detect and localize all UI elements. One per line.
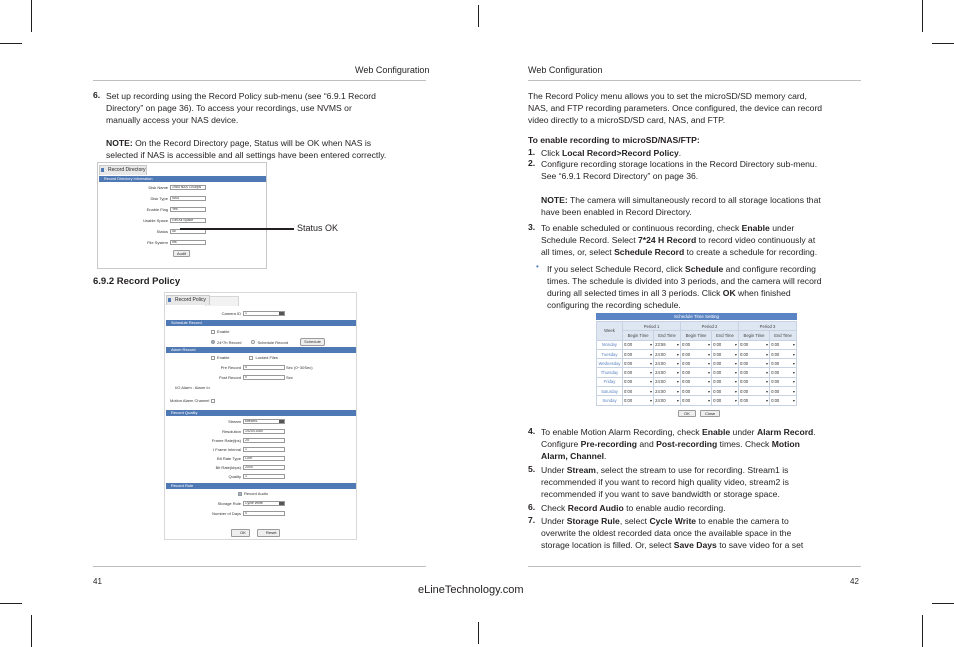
post-record-row: Post Record 0 Sec <box>218 375 293 380</box>
step-text: Under Stream, select the stream to use for recording. Stream1 is recommended if you want to record high quality video, stream2 is recommended if you want to save bandwidth or storage space. <box>541 465 789 499</box>
footer-rule <box>93 566 426 567</box>
record-mode-row: 24*7h Record Schedule Record Schedule <box>211 338 325 346</box>
schedule-button[interactable]: Schedule <box>300 338 325 346</box>
status-field: ok <box>170 229 206 234</box>
schedule-row <box>597 340 797 349</box>
quality-row: Bit Rate Type CBR <box>165 456 285 461</box>
time-select[interactable]: 0:00 ▾ <box>738 387 769 396</box>
reset-button[interactable]: Reset <box>257 529 280 537</box>
time-select[interactable]: 0:00 ▾ <box>680 359 711 368</box>
record-directory-screenshot <box>97 162 267 269</box>
time-select[interactable]: 24:00 ▾ <box>654 396 681 405</box>
section-heading: 6.9.2 Record Policy <box>93 276 181 287</box>
begin-header: Begin Time <box>680 331 711 340</box>
header-rule <box>93 80 426 81</box>
enable-checkbox[interactable] <box>211 330 215 334</box>
day-label: Saturday <box>597 387 623 396</box>
time-select[interactable]: 0:00 ▾ <box>680 368 711 377</box>
page-header: Web Configuration <box>528 65 603 75</box>
step-number: 6. <box>93 90 101 100</box>
camera-row: Camera ID 1 <box>165 311 357 316</box>
disk-name-field[interactable]: 1984 NAS 10Gbps <box>170 185 206 190</box>
record-rule-header: Record Rule <box>166 483 356 489</box>
time-select[interactable]: 24:00 ▾ <box>654 387 681 396</box>
quality-row: Quality 1 <box>165 474 285 479</box>
schedule-ok-button[interactable]: OK <box>678 410 696 417</box>
week-header: Week <box>597 322 623 341</box>
locked-files-checkbox[interactable] <box>249 356 253 360</box>
step-number: 5. <box>528 464 536 474</box>
time-select[interactable]: 0:00 ▾ <box>738 340 769 349</box>
radio-schedule[interactable] <box>251 340 255 344</box>
frame-rate-field: 25 <box>243 438 285 443</box>
time-select[interactable]: 0:00 ▾ <box>712 377 739 386</box>
end-header: End Time <box>654 331 681 340</box>
tab-record-policy[interactable]: Record Policy <box>166 295 210 305</box>
bullet-text: If you select Schedule Record, click Schedule and configure recording times. The schedule is divided into 3 periods, and the camera will record during all selected times in all 3 periods. Click OK when finished configuring the recording schedule. <box>547 264 822 310</box>
disk-type-field[interactable]: NAS <box>170 196 206 201</box>
time-select[interactable]: 0:00 ▾ <box>712 349 739 358</box>
page-number: 42 <box>850 577 859 586</box>
record-quality-header: Record Quality <box>166 410 356 416</box>
step-number: 6. <box>528 502 536 512</box>
step-text: Set up recording using the Record Policy sub-menu (see “6.9.1 Record Directory” on page 36). To access your recordings, use NVMS or manually access your NAS device. <box>106 91 376 125</box>
day-label: Tuesday <box>597 349 623 358</box>
schedule-row <box>597 368 797 377</box>
day-label: Wednesday <box>597 359 623 368</box>
time-select[interactable]: 0:00 ▾ <box>623 340 654 349</box>
time-select[interactable]: 0:00 ▾ <box>770 359 797 368</box>
period-header: Period 2 <box>680 322 738 331</box>
step-number: 4. <box>528 426 536 436</box>
page-number: 41 <box>93 577 102 586</box>
record-audio-row: Record Audio <box>238 491 268 496</box>
time-select[interactable]: 0:00 ▾ <box>738 368 769 377</box>
field-row: Status ok <box>98 229 266 234</box>
file-system-field[interactable]: nfs <box>170 240 206 245</box>
step-text: Under Storage Rule, select Cycle Write to enable the camera to overwrite the oldest recorded data once the available space in the storage location is filled. Or, select Save Days to save video for a set <box>541 516 804 550</box>
intro-paragraph: The Record Policy menu allows you to set the microSD/SD memory card, NAS, and FTP recording parameters. Once configured, the device can record video directly to a microSD/SD card, NAS, and FTP. <box>528 91 823 125</box>
time-select[interactable]: 0:00 ▾ <box>712 396 739 405</box>
time-select[interactable]: 0:00 ▾ <box>680 340 711 349</box>
footer-rule <box>528 566 861 567</box>
pre-record-input[interactable]: 0 <box>243 365 285 370</box>
crop-mark <box>922 0 923 32</box>
resolution-field: 1920X1080 <box>243 429 285 434</box>
time-select[interactable]: 0:00 ▾ <box>738 396 769 405</box>
ok-button[interactable]: OK <box>231 529 250 537</box>
time-select[interactable]: 24:00 ▾ <box>654 377 681 386</box>
day-label: Monday <box>597 340 623 349</box>
tab-background <box>205 296 239 306</box>
schedule-screenshot <box>596 313 798 420</box>
footer-website: eLineTechnology.com <box>418 584 524 596</box>
subheading: To enable recording to microSD/NAS/FTP: <box>528 135 700 145</box>
usable-space-field[interactable]: Get All Space <box>170 218 206 223</box>
note: NOTE: On the Record Directory page, Status will be OK when NAS is selected if NAS is accessible and all settings have been entered correctly. <box>106 138 387 160</box>
begin-header: Begin Time <box>738 331 769 340</box>
quality-row: Stream stream1 <box>165 419 285 424</box>
time-select[interactable]: 0:00 ▾ <box>680 396 711 405</box>
time-select[interactable]: 0:00 ▾ <box>770 377 797 386</box>
time-select[interactable]: 0:00 ▾ <box>738 349 769 358</box>
storage-rule-row: Storage Rule Cycle Write <box>165 501 285 506</box>
step-number: 2. <box>528 158 536 168</box>
time-select[interactable]: 0:00 ▾ <box>712 340 739 349</box>
audit-button[interactable]: Audit <box>173 250 190 257</box>
time-select[interactable]: 0:00 ▾ <box>738 359 769 368</box>
step-text: Check Record Audio to enable audio recording. <box>541 503 726 513</box>
step-text: Click Local Record>Record Policy. <box>541 148 682 158</box>
quality-row: Resolution 1920X1080 <box>165 429 285 434</box>
storage-rule-select[interactable]: Cycle Write <box>243 501 285 506</box>
step-number: 7. <box>528 515 536 525</box>
crop-mark <box>31 0 32 32</box>
field-row: File System nfs <box>98 240 266 245</box>
callout-label: Status OK <box>297 223 339 233</box>
quality-field: 1 <box>243 474 285 479</box>
post-record-input[interactable]: 0 <box>243 375 285 380</box>
time-select[interactable]: 0:00 ▾ <box>623 368 654 377</box>
time-select[interactable]: 0:00 ▾ <box>712 387 739 396</box>
time-select[interactable]: 0:00 ▾ <box>770 396 797 405</box>
schedule-row <box>597 359 797 368</box>
enable-row: Enable <box>211 329 229 334</box>
bit-rate-type-field: CBR <box>243 456 285 461</box>
period-header: Period 3 <box>738 322 796 331</box>
schedule-row <box>597 349 797 358</box>
crop-mark <box>922 615 923 647</box>
stream-select[interactable]: stream1 <box>243 419 285 424</box>
record-policy-screenshot <box>164 292 357 540</box>
end-header: End Time <box>770 331 797 340</box>
tab-record-directory[interactable]: Record Directory <box>99 165 147 175</box>
schedule-row <box>597 396 797 405</box>
schedule-title: Schedule Time Setting <box>596 313 797 320</box>
record-audio-checkbox[interactable] <box>238 492 242 496</box>
time-select[interactable]: 0:00 ▾ <box>623 349 654 358</box>
step-text: To enable scheduled or continuous recording, check Enable under Schedule Record. Select 7*24 H Record to record video continuously at all times, or, select Schedule Record to create a schedule for recording. <box>541 223 818 257</box>
day-label: Thursday <box>597 368 623 377</box>
schedule-close-button[interactable]: Close <box>700 410 720 417</box>
time-select[interactable]: 0:00 ▾ <box>770 349 797 358</box>
crop-mark <box>31 615 32 647</box>
days-row: Number of Days 0 <box>165 511 285 516</box>
time-select[interactable]: 0:00 ▾ <box>680 349 711 358</box>
time-select[interactable]: 0:00 ▾ <box>623 359 654 368</box>
time-select[interactable]: 24:00 ▾ <box>654 349 681 358</box>
bit-rate-field: 2000 <box>243 465 285 470</box>
time-select[interactable]: 0:00 ▾ <box>712 359 739 368</box>
time-select[interactable]: 24:00 ▾ <box>654 359 681 368</box>
crop-mark <box>932 43 954 44</box>
field-row: Usable Space Get All Space <box>98 218 266 223</box>
time-select[interactable]: 0:00 ▾ <box>770 387 797 396</box>
io-alarm-row: I/O Alarm : Alarm In <box>175 385 210 390</box>
time-select[interactable]: 0:00 ▾ <box>770 340 797 349</box>
note: NOTE: The camera will simultaneously record to all storage locations that have been enabled in Record Directory. <box>541 195 821 217</box>
time-select[interactable]: 0:00 ▾ <box>680 387 711 396</box>
end-header: End Time <box>712 331 739 340</box>
header-rule <box>528 80 861 81</box>
time-select[interactable]: 0:00 ▾ <box>680 377 711 386</box>
camera-select[interactable]: 1 <box>243 311 285 316</box>
time-select[interactable]: 0:00 ▾ <box>738 377 769 386</box>
section-header: Record Directory Information <box>99 176 267 182</box>
period-header: Period 1 <box>623 322 681 331</box>
step-number: 1. <box>528 147 536 157</box>
crop-mark <box>0 603 22 604</box>
pre-record-row: Pre Record 0 Sec (0~30Sec) <box>220 365 313 370</box>
motion-alarm-checkbox[interactable] <box>211 399 215 403</box>
time-select[interactable]: 23:59 ▾ <box>654 340 681 349</box>
quality-row: Bit Rate(kbps) 2000 <box>165 465 285 470</box>
i-frame-field: 1 <box>243 447 285 452</box>
field-row: Enable Flag Yes <box>98 207 266 212</box>
crop-mark <box>932 603 954 604</box>
tab-icon <box>101 168 104 172</box>
schedule-record-header: Schedule Record <box>166 320 356 326</box>
days-input[interactable]: 0 <box>243 511 285 516</box>
time-select[interactable]: 0:00 ▾ <box>623 387 654 396</box>
callout-line <box>180 228 294 230</box>
time-select[interactable]: 0:00 ▾ <box>770 368 797 377</box>
bullet-icon: • <box>536 262 539 271</box>
motion-alarm-row: Motion Alarm Channel <box>170 398 217 403</box>
field-row: Disk Name 1984 NAS 10Gbps <box>98 185 266 190</box>
crop-mark <box>0 43 22 44</box>
field-row: Disk Type NAS <box>98 196 266 201</box>
schedule-table <box>596 321 797 406</box>
crop-mark <box>478 5 479 27</box>
alarm-enable-checkbox[interactable] <box>211 356 215 360</box>
enable-flag-field[interactable]: Yes <box>170 207 206 212</box>
step-text: To enable Motion Alarm Recording, check Enable under Alarm Record. Configure Pre-recording and Post-recording times. Check Motion Alarm, Channel. <box>541 427 816 461</box>
schedule-row <box>597 387 797 396</box>
tab-icon <box>168 298 171 302</box>
quality-row: Frame Rate(fps) 25 <box>165 438 285 443</box>
quality-row: I Frame Interval 1 <box>165 447 285 452</box>
time-select[interactable]: 0:00 ▾ <box>623 396 654 405</box>
day-label: Sunday <box>597 396 623 405</box>
begin-header: Begin Time <box>623 331 654 340</box>
crop-mark <box>478 622 479 644</box>
radio-247[interactable] <box>211 340 215 344</box>
alarm-record-header: Alarm Record <box>166 347 356 353</box>
step-number: 3. <box>528 222 536 232</box>
schedule-row <box>597 377 797 386</box>
time-select[interactable]: 0:00 ▾ <box>623 377 654 386</box>
time-select[interactable]: 24:00 ▾ <box>654 368 681 377</box>
time-select[interactable]: 0:00 ▾ <box>712 368 739 377</box>
step-text: Configure recording storage locations in the Record Directory sub-menu. See “6.9.1 Record Directory” on page 36. <box>541 159 818 181</box>
page-header: Web Configuration <box>355 65 430 75</box>
day-label: Friday <box>597 377 623 386</box>
alarm-enable-row: Enable Locked Files <box>211 355 278 360</box>
